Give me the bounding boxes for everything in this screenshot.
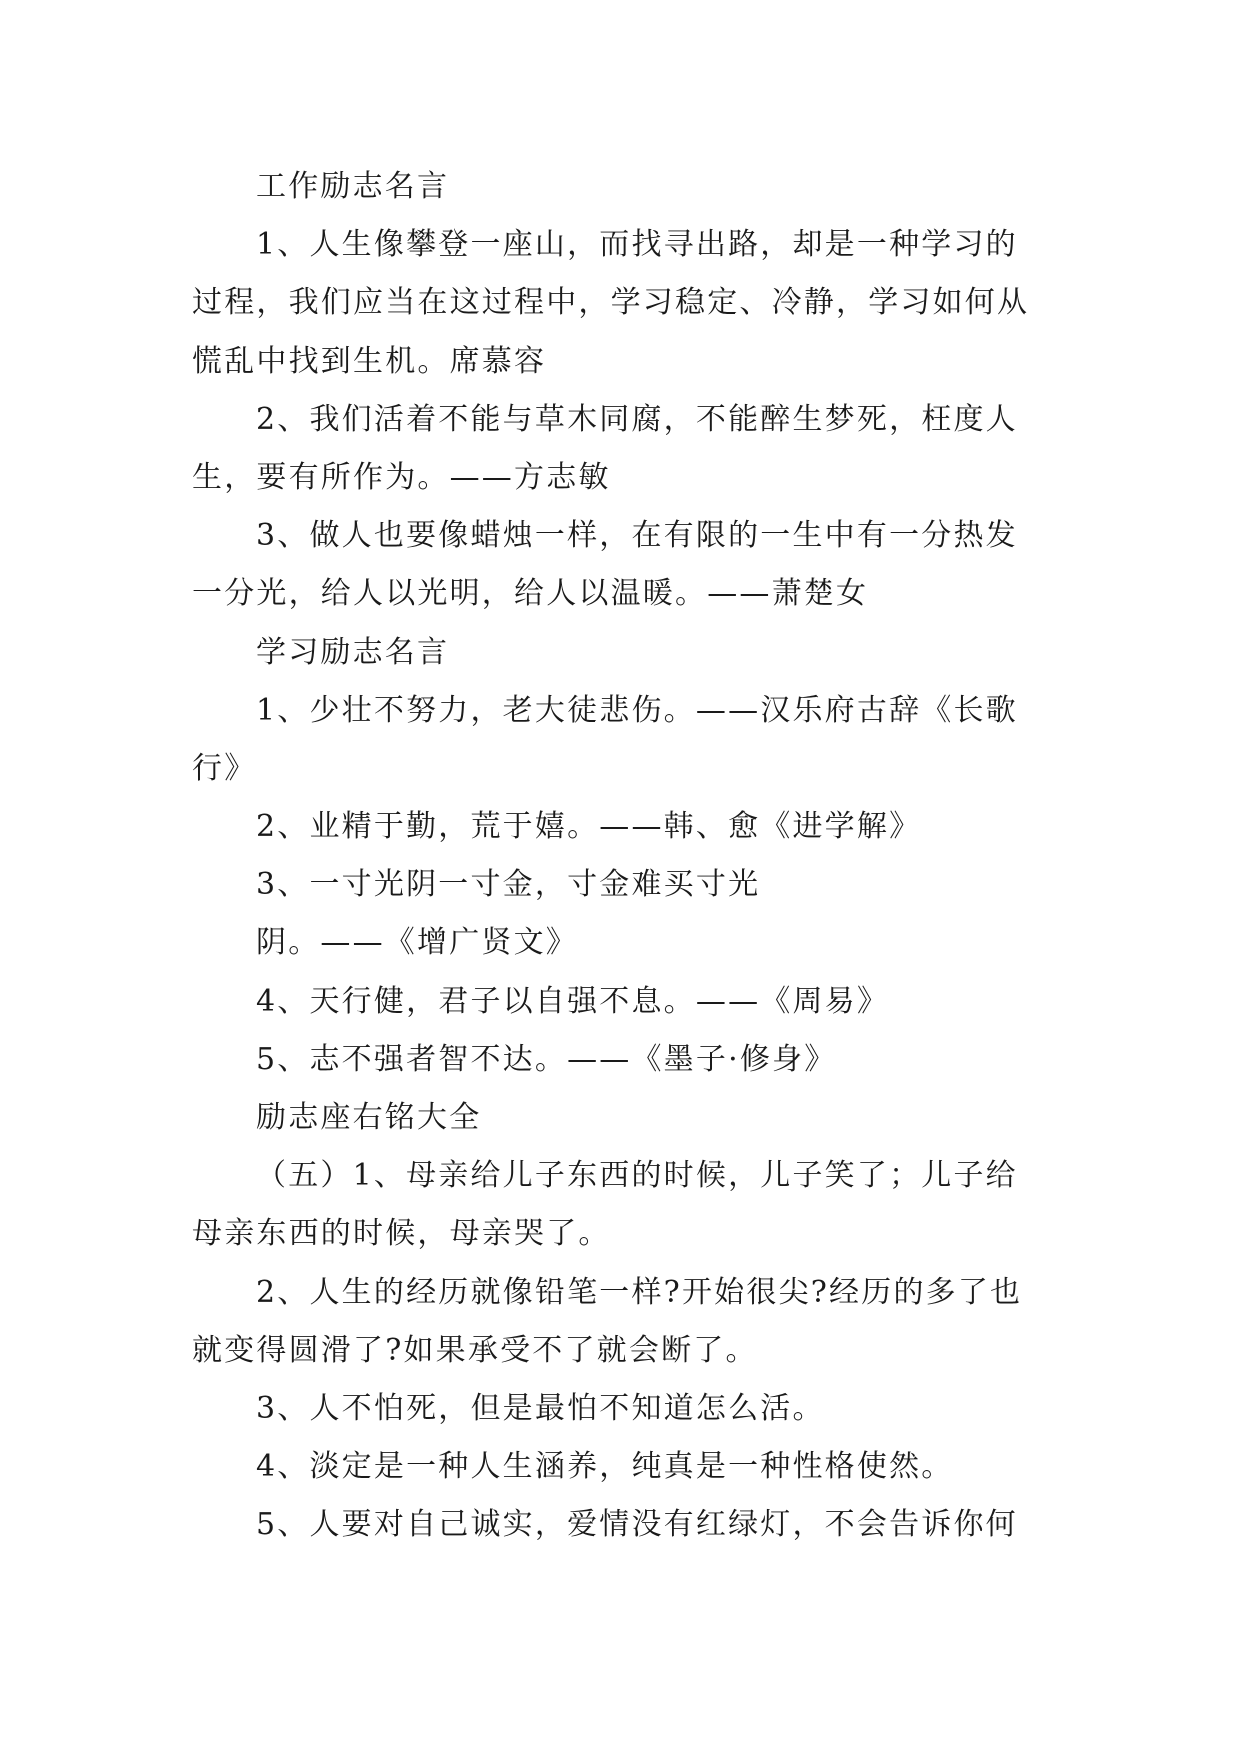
paragraph-line: 2、我们活着不能与草木同腐，不能醉生梦死，枉度人: [256, 401, 1018, 437]
paragraph-line: 就变得圆滑了?如果承受不了就会断了。: [192, 1332, 758, 1368]
paragraph-line: 2、业精于勤，荒于嬉。——韩、愈《进学解》: [256, 809, 922, 845]
paragraph-line: 行》: [192, 750, 257, 786]
paragraph-line: 慌乱中找到生机。席慕容: [192, 343, 547, 379]
paragraph-line: 母亲东西的时候，母亲哭了。: [192, 1216, 611, 1252]
paragraph-line: 1、人生像攀登一座山，而找寻出路，却是一种学习的: [256, 227, 1018, 263]
paragraph-line: 3、做人也要像蜡烛一样，在有限的一生中有一分热发: [256, 518, 1018, 554]
paragraph-line: 4、淡定是一种人生涵养，纯真是一种性格使然。: [256, 1449, 954, 1485]
paragraph-line: 5、志不强者智不达。——《墨子·修身》: [256, 1041, 837, 1077]
section-heading-work: 工作励志名言: [256, 169, 450, 204]
paragraph-line: 5、人要对自己诚实，爱情没有红绿灯，不会告诉你何: [256, 1507, 1018, 1543]
paragraph-line: 生，要有所作为。——方志敏: [192, 459, 611, 495]
document-body: [192, 158, 1054, 1555]
paragraph-line: 过程，我们应当在这过程中，学习稳定、冷静，学习如何从: [192, 285, 1030, 321]
paragraph-line: 阴。——《增广贤文》: [256, 925, 578, 961]
section-heading-motto: 励志座右铭大全: [256, 1100, 482, 1135]
paragraph-line: 3、一寸光阴一寸金，寸金难买寸光: [256, 867, 761, 903]
paragraph-line: 一分光，给人以光明，给人以温暖。——萧楚女: [192, 576, 869, 612]
paragraph-line: 4、天行健，君子以自强不息。——《周易》: [256, 983, 890, 1019]
paragraph-line: （五）1、母亲给儿子东西的时候，儿子笑了；儿子给: [256, 1158, 1018, 1194]
paragraph-line: 3、人不怕死，但是最怕不知道怎么活。: [256, 1390, 825, 1426]
section-heading-study: 学习励志名言: [256, 634, 450, 670]
paragraph-line: 1、少壮不努力，老大徒悲伤。——汉乐府古辞《长歌: [256, 692, 1018, 728]
paragraph-line: 2、人生的经历就像铅笔一样?开始很尖?经历的多了也: [256, 1274, 1023, 1310]
